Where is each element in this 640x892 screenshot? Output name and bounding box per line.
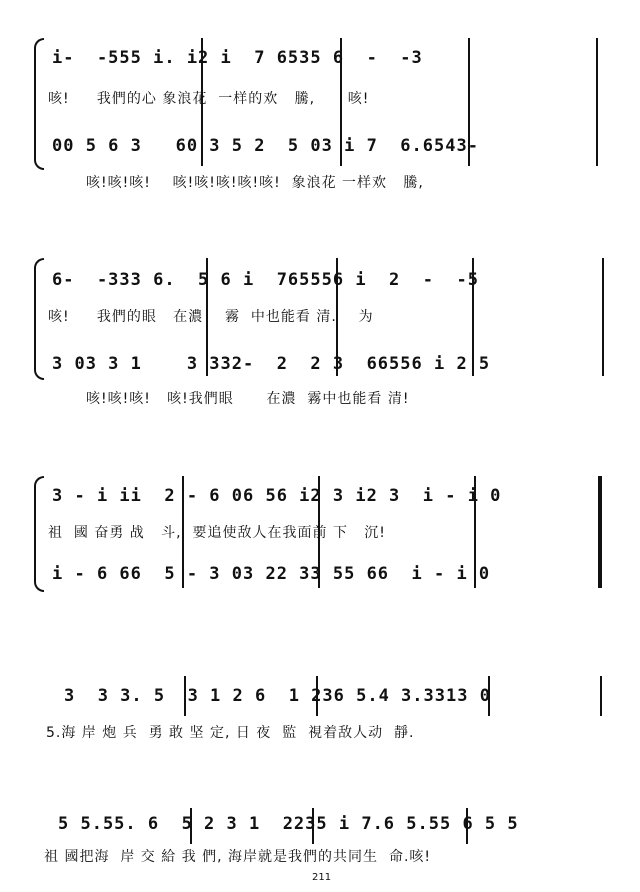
melody-lyrics: 祖 國把海 岸 交 給 我 們, 海岸就是我們的共同生 命.咳!	[44, 849, 432, 865]
upper-voice-lyrics: 祖 國 奋勇 战 斗, 要追使敌人在我面前 下 沉!	[48, 525, 386, 541]
score-system-4	[0, 668, 640, 748]
page-number: 211	[312, 872, 332, 883]
barline	[596, 38, 598, 166]
system-brace	[34, 38, 44, 170]
barline	[600, 676, 602, 716]
melody-notes: 5 5.55. 6 5 2 3 1 2235 i 7.6 5.55 6 5 5	[58, 814, 519, 834]
lower-voice-lyrics: 咳!咳!咳! 咳!我們眼 在濃 霧中也能看 清!	[86, 391, 410, 407]
system-brace	[34, 476, 44, 592]
upper-voice-notes: 6- -333 6. 5 6 i 765556 i 2 - -5	[52, 270, 479, 290]
barline	[602, 258, 604, 376]
lower-voice-notes: i - 6 66 5 - 3 03 22 33 55 66 i - i 0	[52, 564, 491, 584]
system-brace	[34, 258, 44, 380]
lower-voice-notes: 00 5 6 3 60 3 5 2 5 03 i 7 6.6543-	[52, 136, 479, 156]
score-system-2	[0, 250, 640, 420]
final-barline	[598, 476, 602, 588]
lower-voice-notes: 3 03 3 1 3 332- 2 2 3 66556 i 2 5	[52, 354, 491, 374]
lower-voice-lyrics: 咳!咳!咳! 咳!咳!咳!咳!咳! 象浪花 一样欢 騰,	[86, 175, 424, 191]
upper-voice-notes: i- -555 i. i2 i 7 6535 6 - -3	[52, 48, 423, 68]
score-system-3	[0, 470, 640, 610]
score-system-1	[0, 30, 640, 200]
upper-voice-lyrics: 咳! 我們的心 象浪花 一样的欢 騰, 咳!	[48, 91, 370, 107]
score-system-5	[0, 800, 640, 870]
upper-voice-lyrics: 咳! 我們的眼 在濃 霧 中也能看 清. 为	[48, 309, 374, 325]
upper-voice-notes: 3 - i ii 2 - 6 06 56 i2 3 i2 3 i - i 0	[52, 486, 502, 506]
melody-lyrics: 5.海 岸 炮 兵 勇 敢 坚 定, 日 夜 監 視着敌人动 靜.	[46, 725, 415, 741]
melody-notes: 3 3 3. 5 3 1 2 6 1 236 5.4 3.3313 0	[64, 686, 491, 706]
